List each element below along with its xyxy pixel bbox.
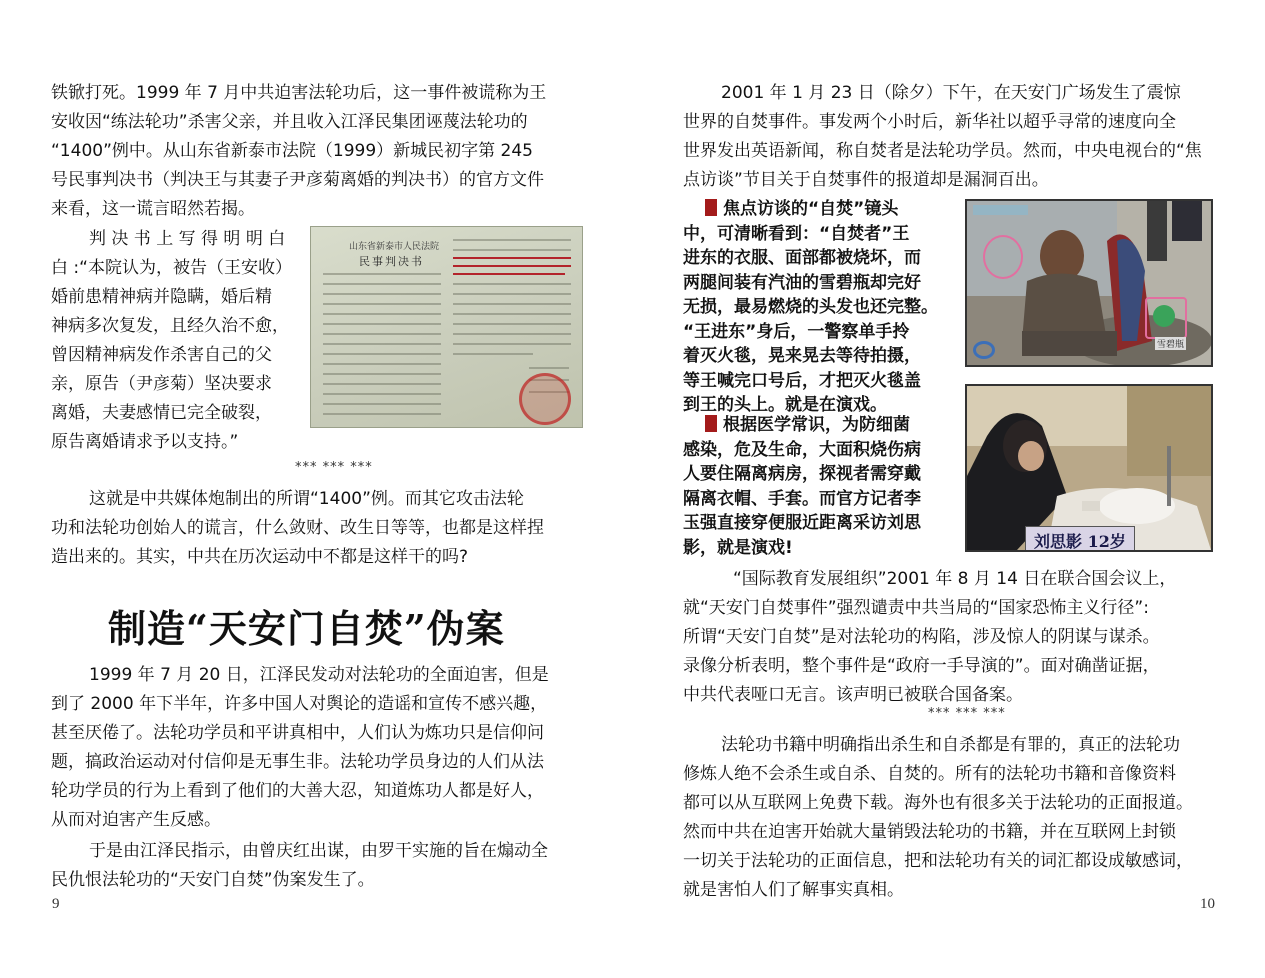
red-bullet-marker <box>705 415 717 432</box>
hospital-photo <box>965 384 1213 552</box>
text-line: 人要住隔离病房，探视者需穿戴 <box>683 464 921 484</box>
text-line: 于是由江泽民指示，由曾庆红出谋，由罗干实施的旨在煽动全 <box>89 841 548 861</box>
text-line: 功和法轮功创始人的谎言，什么敛财、改生日等等，也都是这样捏 <box>51 518 544 538</box>
summary-paragraph <box>51 485 581 572</box>
text-line: 判 决 书 上 写 得 明 明 白 <box>89 229 286 249</box>
text-line: 中共代表哑口无言。该声明已被联合国备案。 <box>683 685 1023 705</box>
text-line: 着灭火毯，晃来晃去等待拍摄， <box>683 346 921 366</box>
section-heading: 制造“天安门自焚”伪案 <box>108 606 505 651</box>
photo-caption: 刘思影 12岁 <box>1025 526 1135 552</box>
body-paragraph-1 <box>51 661 581 835</box>
text-line: 中，可清晰看到：“自焚者”王 <box>683 223 910 244</box>
text-line: 无损，最易燃烧的头发也还完整。 <box>683 297 938 317</box>
cctv-logo-icon <box>973 341 995 359</box>
text-line: 亲，原告（尹彦菊）坚决要求 <box>51 374 272 394</box>
text-line: 一切关于法轮功的正面信息，把和法轮功有关的词汇都设成敏感词， <box>683 851 1193 871</box>
text-line: 玉强直接穿便服近距离采访刘思 <box>683 513 921 533</box>
text-line: 这就是中共媒体炮制出的所谓“1400”例。而其它攻击法轮 <box>89 489 524 509</box>
text-line: 2001 年 1 月 23 日（除夕）下午，在天安门广场发生了震惊 <box>721 83 1181 103</box>
text-line: “王进东”身后，一警察单手拎 <box>683 321 910 342</box>
text-line: 甚至厌倦了。法轮功学员和平讲真相中，人们认为炼功只是信仰问 <box>51 723 544 743</box>
text-line: 进东的衣服、面部都被烧坏，而 <box>683 248 921 268</box>
text-line: 录像分析表明，整个事件是“政府一手导演的”。面对确凿证据， <box>683 656 1160 676</box>
text-line: 根据医学常识，为防细菌 <box>723 415 910 435</box>
document-title: 民事判决书 <box>359 255 424 268</box>
text-line: 轮功学员的行为上看到了他们的大善大忍，知道炼功人都是好人， <box>51 781 544 801</box>
text-line: 就“天安门自焚事件”强烈谴责中共当局的“国家恐怖主义行径”: <box>683 598 1149 618</box>
text-line: 然而中共在迫害开始就大量销毁法轮功的书籍，并在互联网上封锁 <box>683 822 1176 842</box>
text-line: 离婚，夫妻感情已完全破裂， <box>51 403 272 423</box>
text-line: 两腿间装有汽油的雪碧瓶却完好 <box>683 272 921 293</box>
text-line: 点访谈”节目关于自焚事件的报道却是漏洞百出。 <box>683 170 1049 190</box>
verdict-quote <box>51 225 301 457</box>
text-line: 法轮功书籍中明确指出杀生和自杀都是有罪的，真正的法轮功 <box>721 735 1180 755</box>
text-line: 婚前患精神病并隐瞒，婚后精 <box>51 287 272 307</box>
self-immolation-photo <box>965 199 1213 367</box>
text-line: 焦点访谈的“自焚”镜头 <box>723 199 899 219</box>
text-line: 世界发出英语新闻，称自焚者是法轮功学员。然而，中央电视台的“焦 <box>683 141 1202 161</box>
text-line: 原告离婚请求予以支持。” <box>51 432 239 452</box>
text-line: 神病多次复发，且经久治不愈， <box>51 316 289 336</box>
text-line: 1999 年 7 月 20 日，江泽民发动对法轮功的全面迫害，但是 <box>89 665 549 685</box>
intro-paragraph <box>51 79 581 224</box>
page-number: 10 <box>1200 896 1215 912</box>
bullet-block-2 <box>683 413 921 560</box>
text-line: 隔离衣帽、手套。而官方记者李 <box>683 488 921 509</box>
separator: *** *** *** <box>928 706 1006 721</box>
left-page <box>0 0 632 978</box>
text-line: 到王的头上。就是在演戏。 <box>683 395 887 415</box>
text-line: 修炼人绝不会杀生或自杀、自焚的。所有的法轮功书籍和音像资料 <box>683 764 1176 784</box>
text-line: 曾因精神病发作杀害自己的父 <box>51 345 272 365</box>
text-line: 感染，危及生命，大面积烧伤病 <box>683 439 921 460</box>
red-bullet-marker <box>705 199 717 216</box>
text-line: 影，就是演戏! <box>683 537 793 558</box>
bullet-block-1 <box>683 197 938 418</box>
text-line: 等王喊完口号后，才把灭火毯盖 <box>683 370 921 391</box>
text-line: 就是害怕人们了解事实真相。 <box>683 880 904 900</box>
right-intro-paragraph <box>683 79 1215 195</box>
text-line: 来看，这一谎言昭然若揭。 <box>51 199 255 219</box>
text-line: 造出来的。其实，中共在历次运动中不都是这样干的吗? <box>51 547 469 567</box>
closing-paragraph <box>683 731 1215 905</box>
text-line: 从而对迫害产生反感。 <box>51 810 221 830</box>
body-paragraph-2 <box>51 837 581 895</box>
text-line: 白 :“本院认为，被告（王安收） <box>51 258 292 278</box>
verdict-document-image <box>310 226 583 428</box>
court-seal <box>519 373 571 425</box>
text-line: 号民事判决书（判决王与其妻子尹彦菊离婚的判决书）的官方文件 <box>51 170 544 190</box>
text-line: 所谓“天安门自焚”是对法轮功的构陷，涉及惊人的阴谋与谋杀。 <box>683 627 1160 647</box>
text-line: 铁锨打死。1999 年 7 月中共迫害法轮功后，这一事件被谎称为王 <box>51 83 547 103</box>
text-line: 都可以从互联网上免费下载。海外也有很多关于法轮功的正面报道。 <box>683 793 1193 813</box>
court-name: 山东省新泰市人民法院 <box>349 242 440 252</box>
highlight-circle <box>983 235 1023 279</box>
bottle-label: 雪碧瓶 <box>1155 337 1186 350</box>
separator: *** *** *** <box>295 460 373 475</box>
text-line: 题，搞政治运动对付信仰是无事生非。法轮功学员身边的人们从法 <box>51 752 544 772</box>
text-line: “1400”例中。从山东省新泰市法院（1999）新城民初字第 245 <box>51 141 533 161</box>
text-line: “国际教育发展组织”2001 年 8 月 14 日在联合国会议上， <box>733 569 1177 589</box>
text-line: 民仇恨法轮功的“天安门自焚”伪案发生了。 <box>51 870 375 890</box>
declaration-paragraph <box>683 565 1215 710</box>
text-line: 安收因“练法轮功”杀害父亲，并且收入江泽民集团诬蔑法轮功的 <box>51 112 528 132</box>
bottle-icon <box>1153 305 1175 327</box>
text-line: 世界的自焚事件。事发两个小时后，新华社以超乎寻常的速度向全 <box>683 112 1176 132</box>
text-line: 到了 2000 年下半年，许多中国人对舆论的造谣和宣传不感兴趣， <box>51 694 548 714</box>
page-number: 9 <box>52 896 60 912</box>
